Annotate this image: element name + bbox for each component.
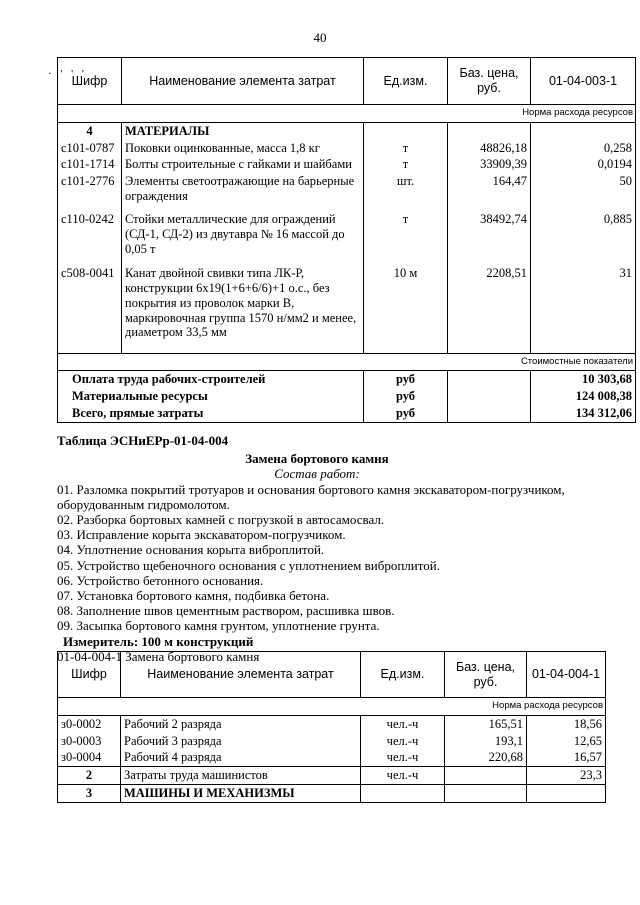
note-costs: Стоимостные показатели	[58, 353, 636, 371]
table-code: Таблица ЭСНиЕРр-01-04-004	[57, 433, 229, 448]
table-row: с101-2776 Элементы светоотражающие на барьерные ограждения шт. 164,47 50	[58, 173, 636, 211]
col-unit-header: Ед.изм.	[361, 652, 445, 698]
work-item: 02. Разборка бортовых камней с погрузкой в автосамосвал.	[57, 512, 385, 528]
col-price-header: Баз. цена, руб.	[448, 58, 531, 105]
table-row: с101-0787 Поковки оцинкованные, масса 1,8 кг т 48826,18 0,258	[58, 140, 636, 157]
section-title: МАТЕРИАЛЫ	[122, 122, 364, 139]
table-row: с508-0041 Канат двойной свивки типа ЛК-Р, конструкции 6х19(1+6+6/6)+1 о.с., без покрытия из проволок марки В, маркировочная группа 1570 н/мм2 и менее, диаметром 33,5 мм 10 м 2208,51 31	[58, 265, 636, 353]
work-item: 04. Уплотнение основания корыта виброплитой.	[57, 542, 325, 558]
work-item: 09. Засыпка бортового камня грунтом, уплотнение грунта.	[57, 618, 380, 634]
col-price-header: Баз. цена, руб.	[445, 652, 527, 698]
table-row: з0-0003 Рабочий 3 разряда чел.-ч 193,1 12,65	[58, 733, 606, 750]
col-name-header: Наименование элемента затрат	[122, 58, 364, 105]
labor-table	[57, 651, 606, 803]
table-row: з0-0002 Рабочий 2 разряда чел.-ч 165,51 18,56	[58, 715, 606, 732]
col-name-header: Наименование элемента затрат	[121, 652, 361, 698]
col-norm-header: 01-04-004-1	[527, 652, 606, 698]
work-item: 06. Устройство бетонного основания.	[57, 572, 264, 588]
work-item: оборудованным гидромолотом.	[57, 496, 230, 512]
margin-marks: · ' ' '	[48, 68, 87, 80]
table-row: з0-0004 Рабочий 4 разряда чел.-ч 220,68 16,57	[58, 749, 606, 766]
section-subtitle: Состав работ:	[274, 466, 360, 482]
work-item: 05. Устройство щебеночного основания с уплотнением виброплитой.	[57, 557, 440, 573]
table-row: с110-0242 Стойки металлические для ограждений (СД-1, СД-2) из двутавра № 16 массой до 0,05 т т 38492,74 0,885	[58, 211, 636, 265]
table-row: 3 МАШИНЫ И МЕХАНИЗМЫ	[58, 784, 606, 802]
total-row: Оплата труда рабочих-строителей руб 10 303,68	[58, 371, 636, 388]
work-item: 07. Установка бортового камня, подбивка бетона.	[57, 588, 330, 604]
col-code-header: Шифр	[58, 652, 121, 698]
page-number: 40	[313, 30, 327, 45]
table-row: 2 Затраты труда машинистов чел.-ч 23,3	[58, 767, 606, 785]
work-item: 08. Заполнение швов цементным раствором, расшивка швов.	[57, 603, 395, 619]
col-unit-header: Ед.изм.	[364, 58, 448, 105]
work-item: 01. Разломка покрытий тротуаров и основания бортового камня экскаватором-погрузчиком,	[57, 481, 565, 497]
section-title: Замена бортового камня	[245, 451, 389, 467]
work-item: 03. Исправление корыта экскаватором-погрузчиком.	[57, 527, 346, 543]
note-resources: Норма расхода ресурсов	[58, 698, 606, 716]
total-row: Всего, прямые затраты руб 134 312,06	[58, 405, 636, 422]
col-norm-header: 01-04-003-1	[531, 58, 636, 105]
col-code-header: Шифр	[58, 58, 122, 105]
item-title: 01-04-004-1 Замена бортового камня	[57, 648, 260, 664]
note-resources: Норма расхода ресурсов	[58, 105, 636, 123]
total-row: Материальные ресурсы руб 124 008,38	[58, 388, 636, 405]
table-row: с101-1714 Болты строительные с гайками и шайбами т 33909,39 0,0194	[58, 156, 636, 173]
work-description	[57, 433, 617, 664]
measure: Измеритель: 100 м конструкций	[63, 633, 254, 649]
materials-table	[57, 57, 636, 423]
section-number: 4	[58, 122, 122, 139]
